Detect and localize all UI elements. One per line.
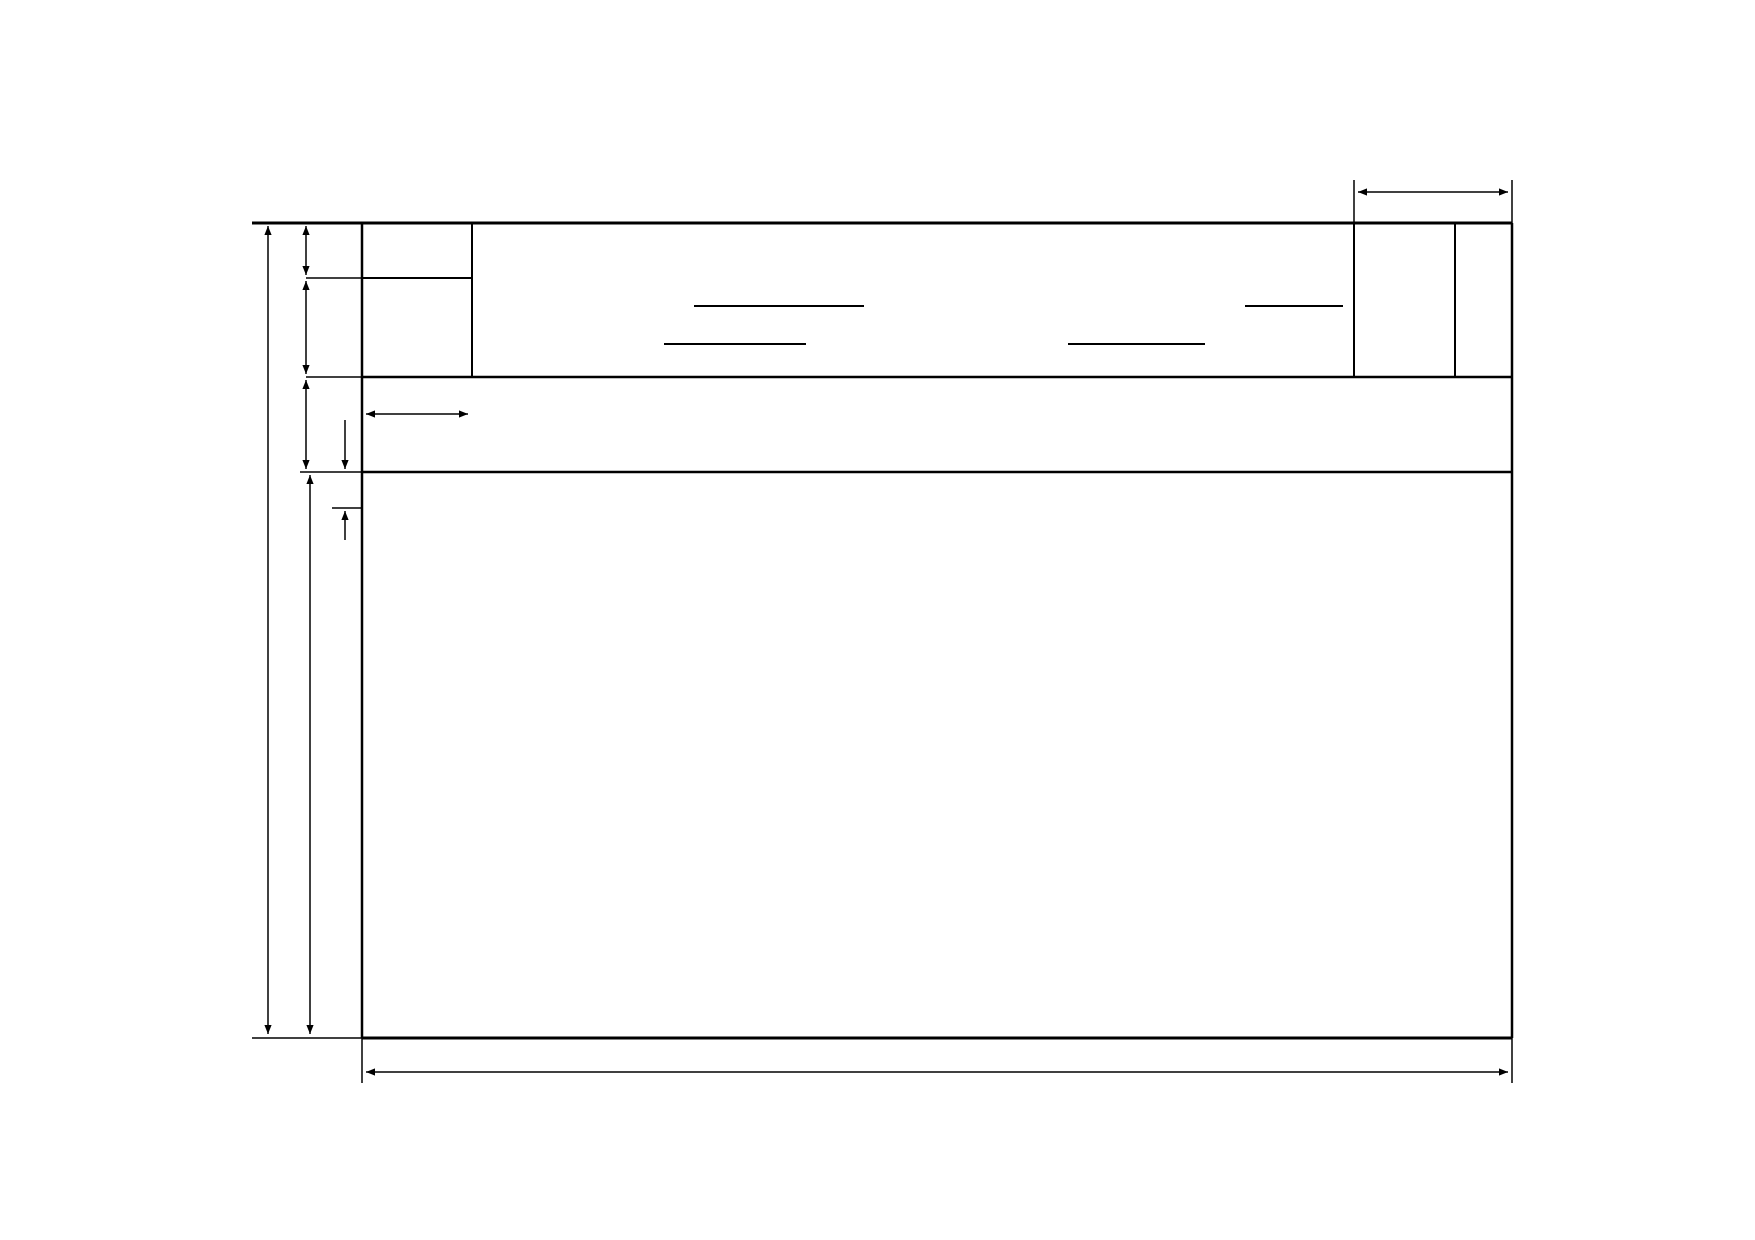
card-frame	[252, 223, 1512, 1038]
left-dimensions	[252, 180, 1512, 1083]
card-header	[0, 0, 1343, 344]
